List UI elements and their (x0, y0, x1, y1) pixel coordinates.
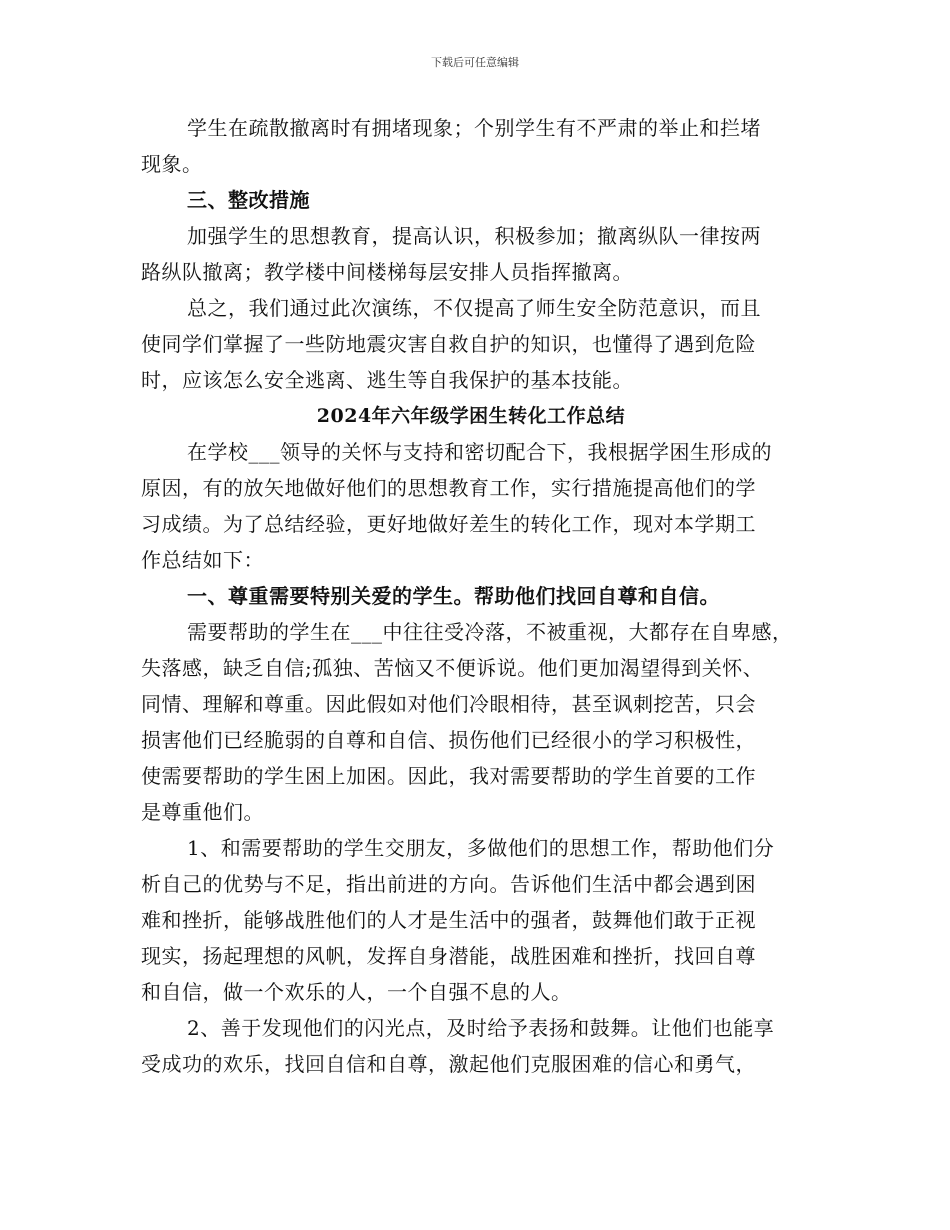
paragraph-line: 2、善于发现他们的闪光点，及时给予表扬和鼓舞。让他们也能享 (187, 1016, 775, 1040)
paragraph-line: 原因，有的放矢地做好他们的思想教育工作，实行措施提高他们的学 (141, 476, 756, 500)
paragraph-line: 和自信，做一个欢乐的人，一个自强不息的人。 (141, 980, 572, 1004)
paragraph-line: 需要帮助的学生在___中往往受冷落，不被重视，大都存在自卑感， (187, 620, 793, 644)
section-heading: 三、整改措施 (187, 188, 310, 212)
paragraph-line: 是尊重他们。 (141, 800, 264, 824)
paragraph-line: 1、和需要帮助的学生交朋友，多做他们的思想工作，帮助他们分 (187, 836, 775, 860)
paragraph-line: 同情、理解和尊重。因此假如对他们冷眼相待，甚至讽刺挖苦，只会 (141, 692, 756, 716)
paragraph-line: 习成绩。为了总结经验，更好地做好差生的转化工作，现对本学期工 (141, 512, 756, 536)
paragraph-line: 时，应该怎么安全逃离、逃生等自我保护的基本技能。 (141, 368, 633, 392)
paragraph-line: 路纵队撤离；教学楼中间楼梯每层安排人员指挥撤离。 (141, 260, 633, 284)
paragraph-line: 使同学们掌握了一些防地震灾害自救自护的知识，也懂得了遇到危险 (141, 332, 756, 356)
document-body (141, 110, 821, 1082)
section-title: 2024年六年级学困生转化工作总结 (316, 405, 626, 427)
paragraph-line: 现实，扬起理想的风帆，发挥自身潜能，战胜困难和挫折，找回自尊 (141, 944, 756, 968)
paragraph-line: 学生在疏散撤离时有拥堵现象；个别学生有不严肃的举止和拦堵 (187, 116, 761, 140)
paragraph-line: 损害他们已经脆弱的自尊和自信、损伤他们已经很小的学习积极性， (141, 728, 756, 752)
paragraph-line: 析自己的优势与不足，指出前进的方向。告诉他们生活中都会遇到困 (141, 872, 756, 896)
paragraph-line: 作总结如下： (141, 548, 264, 572)
paragraph-line: 受成功的欢乐，找回自信和自尊，激起他们克服困难的信心和勇气， (141, 1052, 756, 1076)
paragraph-line: 在学校___领导的关怀与支持和密切配合下，我根据学困生形成的 (187, 440, 772, 464)
section-heading: 一、尊重需要特别关爱的学生。帮助他们找回自尊和自信。 (187, 584, 720, 608)
paragraph-line: 使需要帮助的学生困上加困。因此，我对需要帮助的学生首要的工作 (141, 764, 756, 788)
paragraph-line: 现象。 (141, 152, 203, 176)
paragraph-line: 难和挫折，能够战胜他们的人才是生活中的强者，鼓舞他们敢于正视 (141, 908, 756, 932)
paragraph-line: 失落感，缺乏自信;孤独、苦恼又不便诉说。他们更加渴望得到关怀、 (141, 656, 764, 680)
paragraph-line: 总之，我们通过此次演练，不仅提高了师生安全防范意识，而且 (187, 296, 761, 320)
paragraph-line: 加强学生的思想教育，提高认识，积极参加；撤离纵队一律按两 (187, 224, 761, 248)
page-header-note: 下载后可任意编辑 (431, 56, 519, 69)
